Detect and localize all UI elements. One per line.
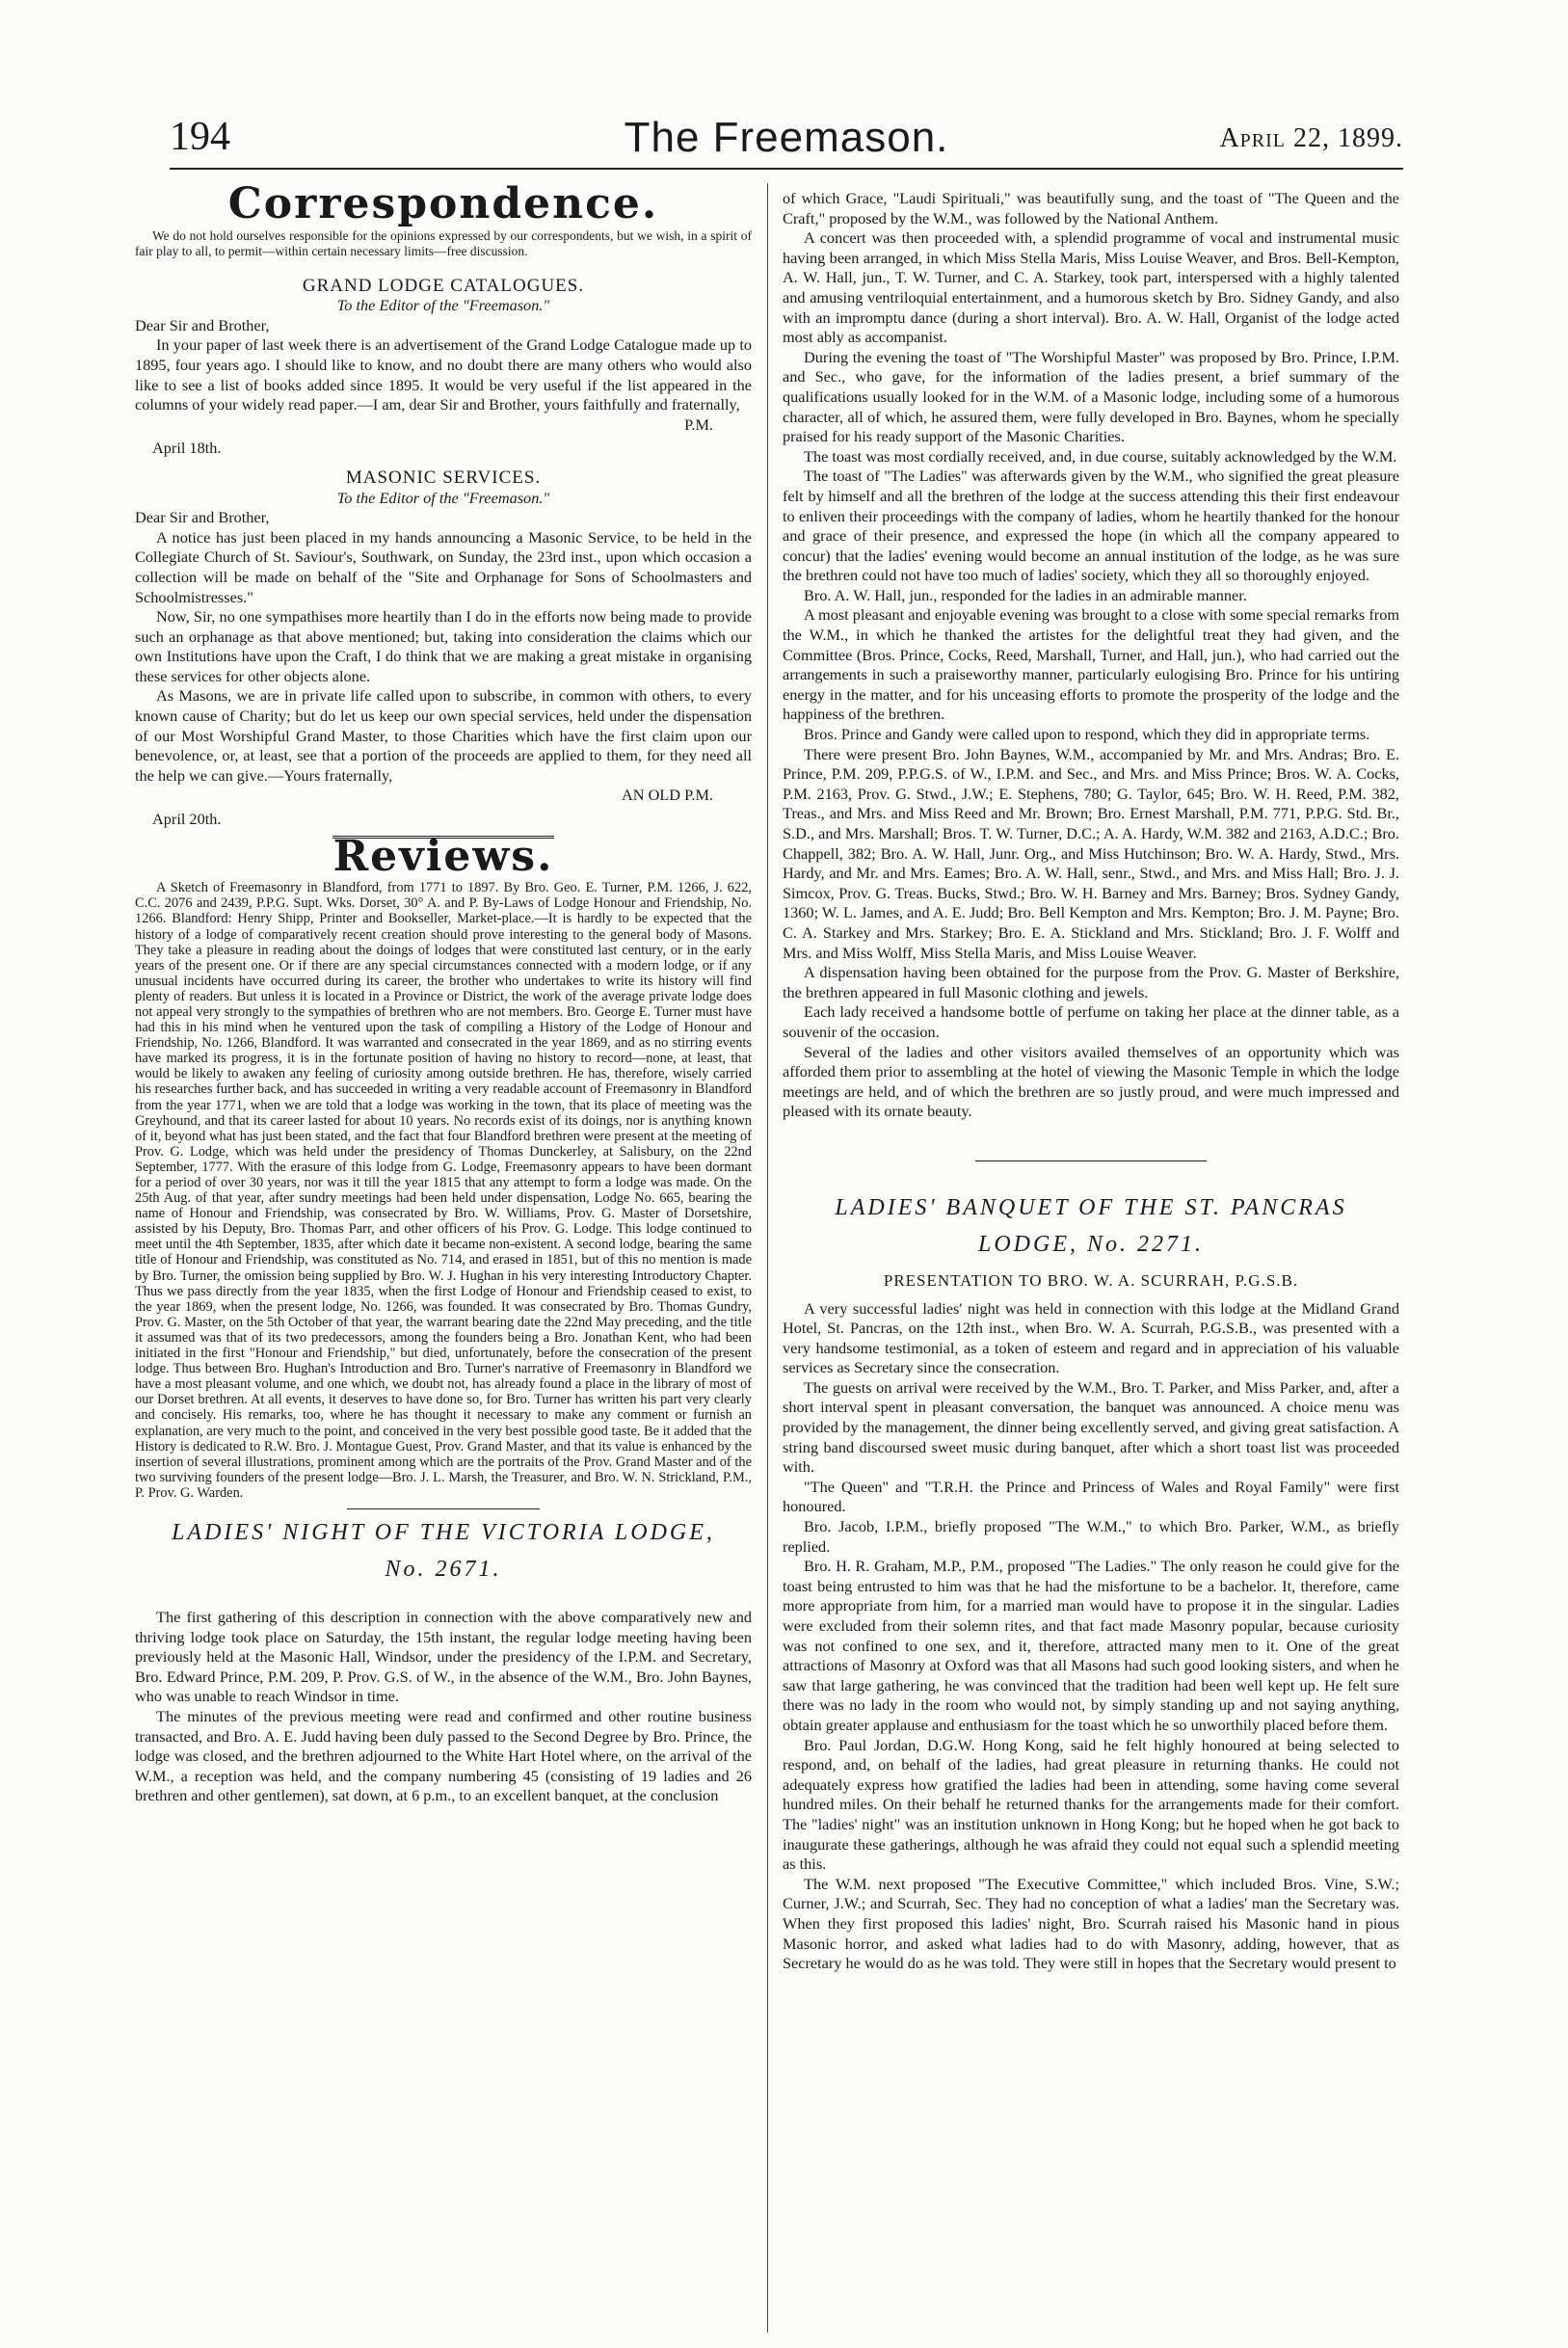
letter-catalogues: [135, 277, 752, 459]
victoria-heading-line2: No. 2671.: [385, 1556, 502, 1582]
pancras-paragraph: Bro. Jacob, I.P.M., briefly proposed "The W.M.," to which Bro. Parker, W.M., as briefly replied.: [783, 1517, 1399, 1556]
victoria-paragraph: A dispensation having been obtained for the purpose from the Prov. G. Master of Berkshire, the brethren appeared in full Masonic clothing and jewels.: [783, 963, 1399, 1001]
correspondence-heading: Correspondence.: [227, 179, 659, 228]
letter-signature: AN OLD P.M.: [622, 786, 713, 805]
victoria-paragraph: Each lady received a handsome bottle of perfume on taking her place at the dinner table, as a souvenir of the occasion.: [783, 1002, 1399, 1041]
letter-masonic-services: [135, 468, 752, 830]
letter-title: GRAND LODGE CATALOGUES.: [302, 275, 585, 296]
reviews-heading: Reviews.: [332, 831, 554, 881]
letter-addressee: To the Editor of the "Freemason.": [336, 488, 550, 507]
victoria-paragraph: There were present Bro. John Baynes, W.M., accompanied by Mr. and Mrs. Andras; Bro. E. Prince, P.M. 209, P.P.G.S. of W., I.P.M. and Sec., and Mrs. and Miss Prince; Bros. W. A. Cocks, P.M. 2163, Prov. G. Stwd., J.W.; E. Stephens, 780; G. Taylor, 645; Bro. W. H. Reed, P.M. 382, Treas., and Mrs. and Miss Reed and Mr. Brown; Bro. Ernest Marshall, P.M. 771, P.P.G. Std. Br., S.D., and Mrs. Marshall; Bros. T. W. Turner, D.C.; A. A. Hardy, W.M. 382 and 2163, A.D.C.; Bro. Chappell, 382; Bro. A. W. Hall, Junr. Org., and Miss Hutchinson; Bro. W. A. Hardy, Stwd., Mrs. Hardy, and Mr. and Mrs. Eames; Bro. A. W. Hall, senr., Stwd., and Mrs. and Miss Hall; Bro. J. J. Simcox, Prov. G. Treas. Bucks, Stwd.; Bro. W. H. Barney and Mrs. Barney; Bros. Sydney Gandy, 1360; W. L. James, and A. E. Judd; Bro. Bell Kempton and Mrs. Kempton; Bro. J. M. Payne; Bro. C. A. Starkey and Mrs. Starkey; Bro. E. A. Stickland and Mrs. Stickland; Bro. J. F. Wolff and Mrs. and Miss Wolff, Miss Stella Maris, and Miss Louise Weaver.: [783, 744, 1399, 962]
pancras-heading-line1: LADIES' BANQUET OF THE ST. PANCRAS: [835, 1194, 1347, 1220]
section-rule: [347, 1508, 540, 1509]
victoria-heading-line1: LADIES' NIGHT OF THE VICTORIA LODGE,: [172, 1519, 715, 1545]
victoria-paragraph: The minutes of the previous meeting were read and confirmed and other routine business transacted, and Bro. A. E. Judd having been duly passed to the Second Degree by Bro. Prince, the lodge was closed, and the brethren adjourned to the White Hart Hotel where, on the arrival of the W.M., a reception was held, and the company numbering 45 (consisting of 19 ladies and 26 brethren and other gentlemen), sat down, at 6 p.m., to an excellent banquet, at the conclusion: [135, 1706, 752, 1805]
issue-date: April 22, 1899.: [1219, 123, 1403, 153]
letter-signature: P.M.: [684, 414, 713, 434]
victoria-paragraph: The first gathering of this description in connection with the above comparatively new and thriving lodge took place on Saturday, the 15th instant, the regular lodge meeting having been previously held at the Masonic Hall, Windsor, under the presidency of the I.P.M. and Secretary, Bro. Edward Prince, P.M. 209, P. Prov. G.S. of W., in the absence of the W.M., Bro. John Baynes, who was unable to reach Windsor in time.: [135, 1607, 752, 1706]
newspaper-title: The Freemason.: [624, 114, 949, 161]
column-divider: [767, 183, 768, 2333]
victoria-paragraph: The toast was most cordially received, and, in due course, suitably acknowledged by the W.M.: [804, 446, 1397, 466]
victoria-paragraph: Bros. Prince and Gandy were called upon to respond, which they did in appropriate terms.: [804, 725, 1370, 744]
letter-paragraph: In your paper of last week there is an advertisement of the Grand Lodge Catalogue made up to 1895, four years ago. I should like to know, and no doubt there are many others who would also like to see a list of books added since 1895. It would be very useful if the list appeared in the columns of your widely read paper.—I am, dear Sir and Brother, yours faithfully and fraternally,: [135, 335, 752, 414]
letter-salutation: Dear Sir and Brother,: [135, 315, 270, 334]
pancras-paragraph: Bro. Paul Jordan, D.G.W. Hong Kong, said he felt highly honoured at being selected to respond, and, on behalf of the ladies, had great pleasure in returning thanks. He could not adequately express how gratified the ladies had been in attending, some having come several hundred miles. On their behalf he returned thanks for the arrangements made for their comfort. The "ladies' night" was an institution unknown in Hong Kong; but he hoped when he got back to inaugurate these gatherings, although he was afraid they could not equal such a splendid meeting as this.: [783, 1735, 1399, 1874]
masthead: [170, 114, 1403, 170]
pancras-paragraph: Bro. H. R. Graham, M.P., P.M., proposed "The Ladies." The only reason he could give for the toast being entrusted to him was that he had the misfortune to be a bachelor. It, therefore, came more appropriate from him, for a married man would have to propose it in the singular. Ladies were excluded from their solemn rites, and that fact made Masonry popular, because curiosity was not confined to one sex, and it, therefore, attracted many men to it. One of the great attractions of Masonry at Oxford was that all Masons had such good looking sisters, and when he saw that large gathering, he was convinced that the tradition had been well kept up. He felt sure there was no lady in the room who would not, by simply standing up and not saying anything, obtain greater applause and enthusiasm for the toast which he so unworthily placed before them.: [783, 1557, 1399, 1734]
victoria-paragraph: During the evening the toast of "The Worshipful Master" was proposed by Bro. Prince, I.P.M. and Sec., who gave, for the information of the ladies present, a brief summary of the qualifications usually looked for in the W.M. of a Masonic lodge, including some of a humorous character, all of which, he assured them, were fully developed in Bro. Baynes, whom he specially praised for his ready support of the Masonic Charities.: [783, 347, 1399, 446]
pancras-paragraph: "The Queen" and "T.R.H. the Prince and Princess of Wales and Royal Family" were first honoured.: [783, 1477, 1399, 1516]
review-article: [135, 880, 752, 1501]
victoria-paragraph: of which Grace, "Laudi Spirituali," was beautifully sung, and the toast of "The Queen and the Craft," proposed by the W.M., was followed by the National Anthem.: [783, 189, 1399, 227]
right-column: [783, 189, 1399, 1974]
editorial-disclaimer: We do not hold ourselves responsible for the opinions expressed by our correspondents, but we wish, in a spirit of fair play to all, to permit—within certain necessary limits—free discussion.: [135, 227, 752, 258]
pancras-paragraph: The guests on arrival were received by the W.M., Bro. T. Parker, and Miss Parker, and, after a short interval spent in pleasant conversation, the banquet was announced. A choice menu was provided by the management, the dinner being excellently served, and giving great satisfaction. A string band discoursed sweet music during banquet, after which a short toast list was proceeded with.: [783, 1377, 1399, 1477]
victoria-paragraph: Several of the ladies and other visitors availed themselves of an opportunity which was afforded them prior to assembling at the hotel of viewing the Masonic Temple in which the lodge meetings are held, and of which the brethren are so justly proud, and were much impressed and pleased with its ornate beauty.: [783, 1042, 1399, 1121]
pancras-paragraph: The W.M. next proposed "The Executive Committee," which included Bros. Vine, S.W.; Curner, J.W.; and Scurrah, Sec. They had no conception of what a ladies' man the Secretary was. When they first proposed this ladies' night, Bro. Scurrah raised his Masonic hand in pious Masonic horror, and asked what ladies had to do with Masonry, adding, however, that as Secretary he would do as he was told. They were still in hopes that the Secretary would present to: [783, 1874, 1399, 1973]
left-column: [135, 179, 752, 1806]
presentation-subheading: PRESENTATION TO BRO. W. A. SCURRAH, P.G.S.B.: [883, 1270, 1299, 1290]
letter-salutation: Dear Sir and Brother,: [135, 508, 270, 527]
letter-date: April 20th.: [152, 810, 222, 829]
letter-addressee: To the Editor of the "Freemason.": [336, 296, 550, 315]
letter-paragraph: A notice has just been placed in my hands announcing a Masonic Service, to be held in the Collegiate Church of St. Saviour's, Southwark, on Sunday, the 23rd inst., upon which occasion a collection will be made on behalf of the "Site and Orphanage for Sons of Schoolmasters and Schoolmistresses.": [135, 527, 752, 606]
page-number: 194: [170, 115, 230, 159]
letter-date: April 18th.: [152, 439, 222, 458]
letter-paragraph: Now, Sir, no one sympathises more heartily than I do in the efforts now being made to provide such an orphanage as that above mentioned; but, taking into consideration the claims which our own Institutions have upon the Craft, I do think that we are making a great mistake in organising these services for other objects alone.: [135, 607, 752, 685]
victoria-paragraph: A concert was then proceeded with, a splendid programme of vocal and instrumental music having been arranged, in which Miss Stella Maris, Miss Louise Weaver, and Bros. Bell-Kempton, A. W. Hall, jun., T. W. Turner, and C. A. Starkey, took part, interspersed with a highly talented and amusing ventriloquial entertainment, and a humorous sketch by Bro. Sidney Gandy, and also with an impromptu dance (during a short interval). Bro. A. W. Hall, Organist of the lodge acted most ably as accompanist.: [783, 228, 1399, 347]
victoria-paragraph: A most pleasant and enjoyable evening was brought to a close with some special remarks from the W.M., in which he thanked the artistes for the delightful treat they had given, and the Committee (Bros. Prince, Cocks, Reed, Marshall, Turner, and Hall, jun.), who had carried out the arrangements in such a praiseworthy manner, particularly eulogising Bro. Prince for his untiring energy in the matter, and for his unceasing efforts to promote the prosperity of the lodge and the happiness of the brethren.: [783, 605, 1399, 724]
pancras-heading-line2: LODGE, No. 2271.: [977, 1231, 1204, 1257]
victoria-paragraph: The toast of "The Ladies" was afterwards given by the W.M., who signified the great pleasure felt by himself and all the brethren of the lodge at the success attending this their first endeavour to enliven their proceedings with the company of ladies, whom he heartily thanked for the honour and grace of their presence, and expressed the hope (in which all the company appeared to concur) that the ladies' evening would become an annual institution of the lodge, as he was sure the brethren could not have too much of ladies' society, which they all so thoroughly enjoyed.: [783, 467, 1399, 585]
pancras-paragraph: A very successful ladies' night was held in connection with this lodge at the Midland Grand Hotel, St. Pancras, on the 12th inst., when Bro. W. A. Scurrah, P.G.S.B., was presented with a very handsome testimonial, as a token of esteem and regard and in appreciation of his valuable services as Secretary since the consecration.: [783, 1298, 1399, 1377]
review-body: A Sketch of Freemasonry in Blandford, from 1771 to 1897. By Bro. Geo. E. Turner, P.M. 1266, J. 622, C.C. 2076 and 2439, P.P.G. Supt. Wks. Dorset, 30° A. and P. By-Laws of Lodge Honour and Friendship, No. 1266. Blandford: Henry Shipp, Printer and Bookseller, Market-place.—It is hardly to be expected that the history of a lodge of comparatively recent creation should prove interesting to the general body of Masons. They take a pleasure in reading about the doings of lodges that were constituted last century, or in the early years of the present one. Or if there are any special circumstances connected with a modern lodge, or if any unusual incidents have occurred during its career, the brother who undertakes to write its history will find plenty of readers. But unless it is located in a Province or District, the work of the average private lodge does not appeal very strongly to the sympathies of brethren who are not members. Bro. George E. Turner must have had this in his mind when he ventured upon the task of compiling a History of the Lodge of Honour and Friendship, No. 1266, Blandford. It was warranted and consecrated in the year 1869, and as no stirring events have marked its progress, it is in the fortunate position of having no history to record—none, at least, that would be likely to awaken any feeling of curiosity among outside brethren. He has, therefore, wisely carried his researches further back, and has succeeded in writing a very readable account of Freemasonry in Blandford from the year 1771, when we are told that a lodge was working in the town, that its place of meeting was the Greyhound, and that its career lasted for about 10 years. No records exist of its doings, nor is anything known of it, beyond what has just been stated, and the fact that four Blandford brethren were present at the meeting of Prov. G. Lodge, which was held under the presidency of Thomas Dunckerley, at Salisbury, on the 22nd September, 1777. With the erasure of this lodge from G. Lodge, Freemasonry appears to have been dormant for a period of over 30 years, nor was it till the year 1815 that any attempt to form a lodge was made. On the 25th Aug. of that year, after sundry meetings had been held under dispensation, Lodge No. 665, bearing the name of Honour and Friendship, was consecrated by Bro. W. Williams, Prov. G. Master of Dorsetshire, assisted by his Deputy, Bro. Thomas Parr, and other officers of his Prov. G. Lodge. This lodge continued to meet until the 4th September, 1835, after which date it became non-existent. A second lodge, bearing the same title of Honour and Friendship, was constituted as No. 714, and erased in 1851, but of this no mention is made by Bro. Turner, the omission being supplied by Bro. W. J. Hughan in his very interesting Introductory Chapter. Thus we pass directly from the year 1835, when the first Lodge of Honour and Friendship ceased to exist, to the year 1869, when the present lodge, No. 1266, was founded. It was consecrated by Bro. Thomas Gundry, Prov. G. Master, on the 5th October of that year, the warrant bearing date the 22nd May preceding, and the title it assumed was that of its two predecessors, among the founders being a Bro. Jonathan Kent, who had been initiated in the first "Honour and Friendship," but died, unfortunately, before the consecration of the present lodge. Thus between Bro. Hughan's Introduction and Bro. Turner's narrative of Freemasonry in Blandford we have a most pleasant volume, and one which, we doubt not, has already found a place in the library of most of our Dorset brethren. At all events, it deserves to have done so, for Bro. Turner has written his part very clearly and concisely. His remarks, too, where he has thought it necessary to make any comment or furnish an explanation, are very much to the point, and conceived in the very best possible good taste. Be it added that the History is dedicated to R.W. Bro. J. Montague Guest, Prov. Grand Master, and that its value is enhanced by the insertion of several illustrations, prominent among which are the portraits of the Prov. Grand Master and of the two surviving founders of the present lodge—Bro. J. L. Marsh, the Treasurer, and Bro. W. N. Strickland, P.M., P. Prov. G. Warden.: [135, 880, 752, 1501]
letter-title: MASONIC SERVICES.: [345, 467, 542, 488]
letter-paragraph: As Masons, we are in private life called upon to subscribe, in common with others, to every known cause of Charity; but do let us keep our own special services, held under the dispensation of our Most Worshipful Grand Master, to those Charities which have the first claim upon our benevolence, or, at least, see that a portion of the proceeds are applied to them, for they need all the help we can give.—Yours fraternally,: [135, 686, 752, 785]
victoria-paragraph: Bro. A. W. Hall, jun., responded for the ladies in an admirable manner.: [804, 585, 1247, 604]
